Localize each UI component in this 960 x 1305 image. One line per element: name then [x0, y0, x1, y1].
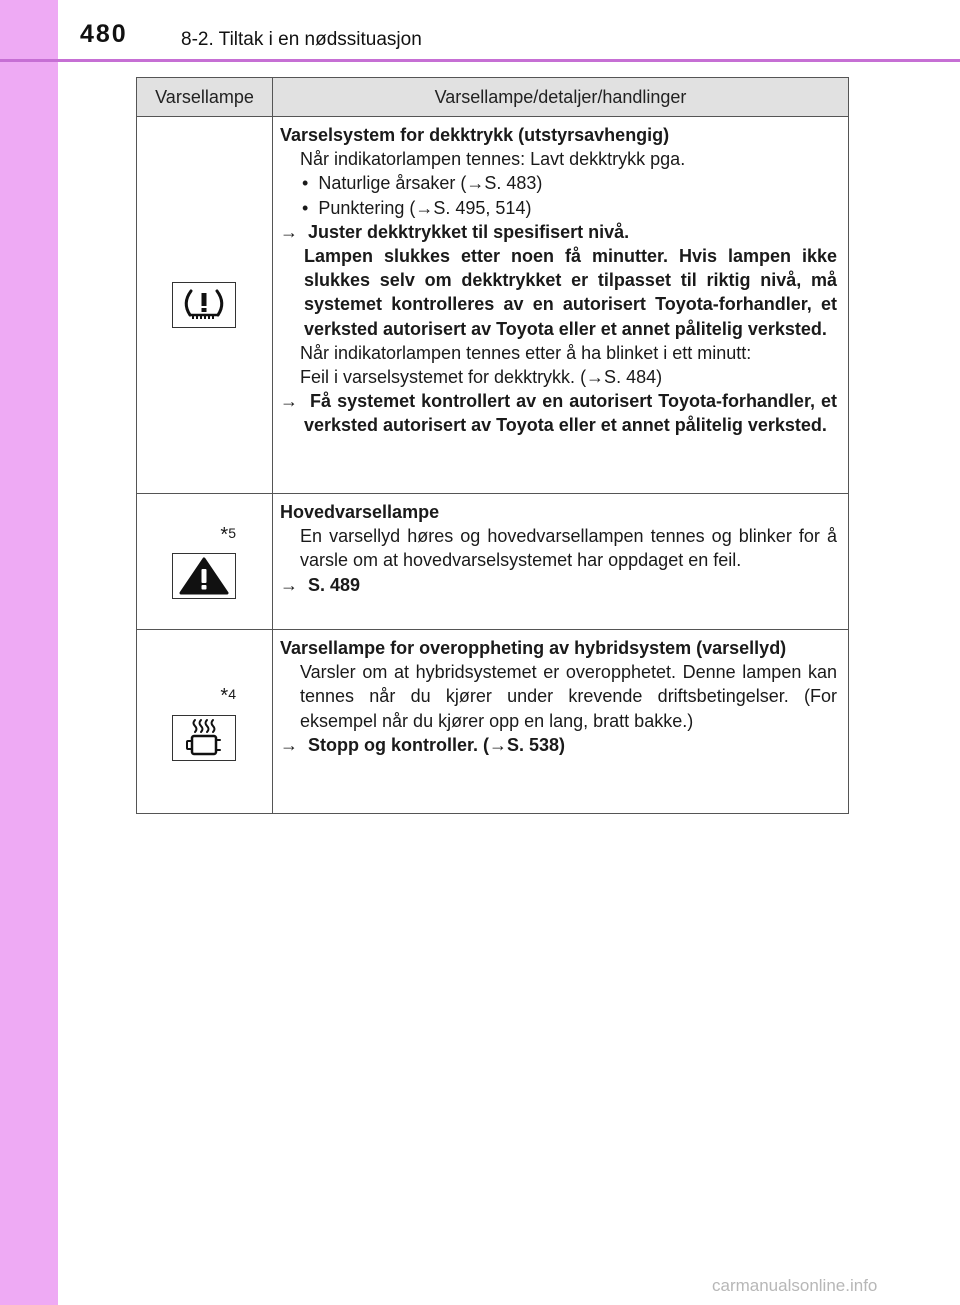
arrow-glyph: → [280, 734, 298, 755]
lamp-condition: Når indikatorlampen tennes: Lavt dekktrykk pga. [300, 149, 686, 170]
action-adjust-pressure: Juster dekktrykket til spesifisert nivå. [308, 221, 630, 242]
warning-lamp-table [136, 77, 849, 814]
cause-natural: Naturlige årsaker (→S. 483) [318, 173, 543, 194]
lamp-title: Varselsystem for dekktrykk (utstyrsavhengig) [280, 125, 670, 145]
header-rule [0, 59, 960, 62]
column-header-details: Varsellampe/detaljer/handlinger [273, 78, 849, 117]
list-item [280, 196, 837, 220]
action-line [280, 733, 837, 757]
footnote-number: 5 [228, 525, 236, 541]
section-title: 8-2. Tiltak i en nødssituasjon [181, 29, 422, 50]
lamp-details-cell [273, 117, 849, 494]
master-warning-icon [172, 553, 236, 599]
lamp-title: Varsellampe for overoppheting av hybridsystem (varsellyd) [280, 638, 787, 658]
lamp-title: Hovedvarsellampe [280, 502, 440, 522]
lamp-icon-cell [137, 494, 273, 630]
watermark: carmanualsonline.info [712, 1276, 878, 1295]
list-item [280, 171, 837, 195]
footnote-marker [220, 685, 236, 708]
lamp-details-cell [273, 630, 849, 814]
lamp-description: En varsellyd høres og hovedvarsellampen tennes og blinker for å varsle om at hovedvarselsystemet har oppdaget en feil. [300, 526, 837, 571]
action-detail: Lampen slukkes etter noen få minutter. Hvis lampen ikke slukkes selv om dekktrykket er tilpasset til riktig nivå, må systemet kontrolleres av en autorisert Toyota-forhandler, et verksted autorisert av Toyota eller et annet pålitelig verksted. [304, 246, 837, 339]
lamp-details-cell [273, 494, 849, 630]
arrow-glyph: → [280, 391, 298, 412]
action-line [280, 389, 837, 437]
arrow-glyph: → [280, 574, 298, 595]
lamp-condition-blink: Når indikatorlampen tennes etter å ha blinket i ett minutt: [300, 342, 752, 363]
tire-pressure-warning-icon [172, 282, 236, 328]
action-stop-and-check: Stopp og kontroller. (→S. 538) [308, 734, 566, 755]
cause-puncture: Punktering (→S. 495, 514) [318, 197, 532, 218]
action-line [280, 573, 837, 597]
action-line [280, 220, 837, 341]
lamp-description: Varsler om at hybridsystemet er overopphetet. Denne lampen kan tennes når du kjører under krevende driftsbetingelser. (For eksempel når du kjører opp en lang, bratt bakke.) [300, 662, 837, 731]
lamp-icon-cell [137, 117, 273, 494]
table-row [137, 494, 849, 630]
bullet-glyph: • [302, 173, 309, 194]
page-number: 480 [80, 20, 128, 48]
bullet-glyph: • [302, 197, 309, 218]
action-get-checked: Få systemet kontrollert av en autorisert Toyota-forhandler, et verksted autorisert av Toyota eller et annet pålitelig verksted. [304, 391, 837, 436]
column-header-lamp: Varsellampe [137, 78, 273, 117]
footnote-marker [220, 524, 236, 547]
lamp-fault: Feil i varselsystemet for dekktrykk. (→S. 484) [300, 367, 663, 388]
chapter-side-tab [0, 0, 58, 1305]
table-header-row [137, 78, 849, 117]
arrow-glyph: → [280, 221, 298, 242]
page-reference: S. 489 [308, 574, 361, 595]
table-row [137, 117, 849, 494]
hybrid-system-overheat-icon [172, 715, 236, 761]
footnote-star: * [220, 524, 229, 546]
footnote-number: 4 [228, 686, 236, 702]
footnote-star: * [220, 685, 229, 707]
table-row [137, 630, 849, 814]
lamp-icon-cell [137, 630, 273, 814]
